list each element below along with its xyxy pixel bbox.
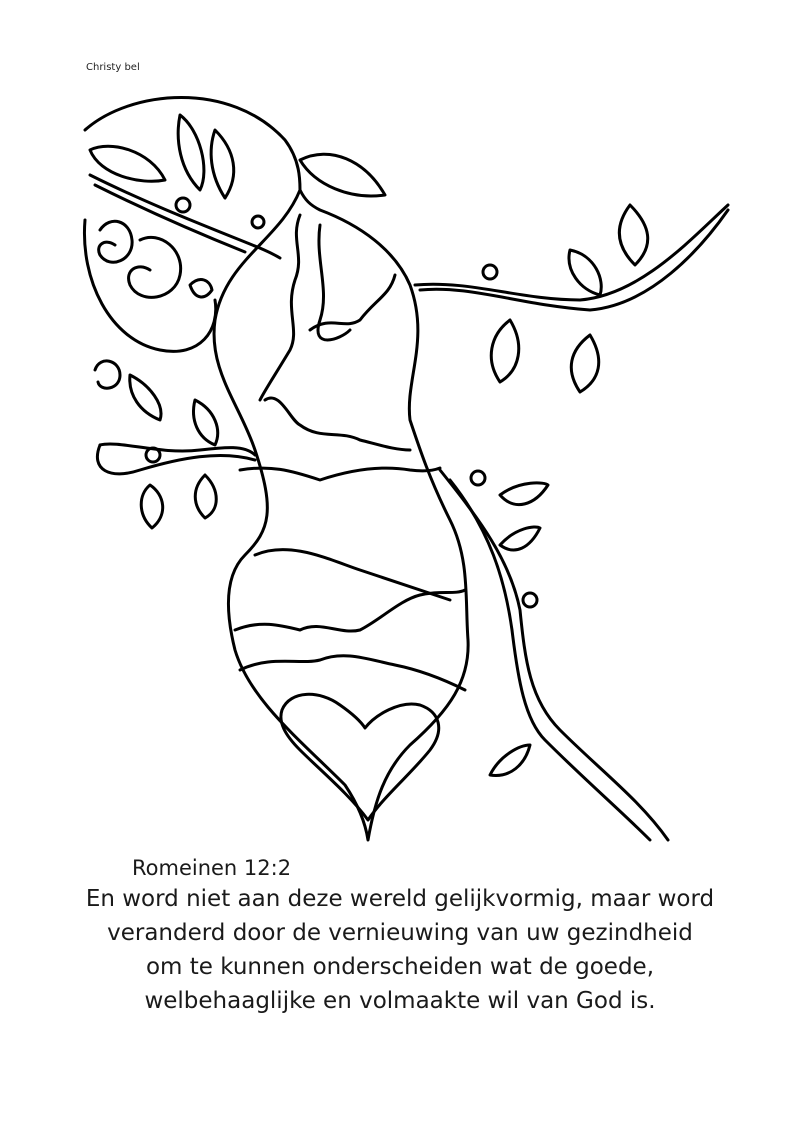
- scallop-band-2: [265, 398, 410, 450]
- face-line: [260, 215, 300, 400]
- verse-line: welbehaaglijke en volmaakte wil van God is.: [144, 988, 656, 1014]
- right-branch: [415, 205, 728, 300]
- spiral-curl-3: [95, 361, 120, 388]
- lower-left-branch: [97, 445, 255, 474]
- lower-stem: [440, 470, 668, 840]
- right-branch-lower: [420, 210, 728, 310]
- leaf-6: [569, 250, 601, 295]
- flower-3: [483, 265, 497, 279]
- leaf-15: [490, 745, 530, 775]
- flower-1: [176, 198, 190, 212]
- spiral-curl-2: [129, 237, 181, 297]
- scallop-band-3: [240, 468, 440, 480]
- author-credit: Christy bel: [86, 62, 140, 73]
- flower-6: [523, 593, 537, 607]
- leaf-4: [300, 154, 385, 196]
- leaf-1: [90, 146, 165, 181]
- leaf-13: [500, 483, 548, 505]
- left-branch: [90, 175, 280, 258]
- leaf-3: [211, 130, 234, 198]
- leaf-14: [500, 527, 540, 550]
- leaf-10: [194, 400, 218, 445]
- leaf-16: [190, 280, 212, 297]
- scallop-band-5: [240, 656, 465, 690]
- head-bulb: [85, 98, 300, 191]
- verse-line: veranderd door de vernieuwing van uw gezindheid: [107, 920, 693, 946]
- lower-left-branch-2: [100, 444, 255, 455]
- leaf-2: [178, 115, 204, 190]
- scallop-band-6: [255, 550, 450, 600]
- verse-text: [0, 882, 800, 1018]
- flower-5: [471, 471, 485, 485]
- verse-reference: Romeinen 12:2: [132, 856, 292, 880]
- leaf-11: [141, 485, 162, 528]
- heart-shape: [281, 694, 439, 820]
- leaf-8: [571, 335, 598, 392]
- verse-line: En word niet aan deze wereld gelijkvormig, maar word: [85, 886, 715, 912]
- leaf-12: [195, 475, 216, 518]
- left-curve: [84, 220, 215, 351]
- leaf-9: [130, 375, 161, 420]
- leaf-7: [491, 320, 518, 382]
- spiral-curl-1: [99, 221, 132, 262]
- verse-line: om te kunnen onderscheiden wat de goede,: [145, 954, 655, 980]
- flower-2: [252, 216, 264, 228]
- leaf-5: [619, 205, 647, 265]
- scallop-band-4: [235, 590, 465, 631]
- figure-outline: [214, 190, 468, 840]
